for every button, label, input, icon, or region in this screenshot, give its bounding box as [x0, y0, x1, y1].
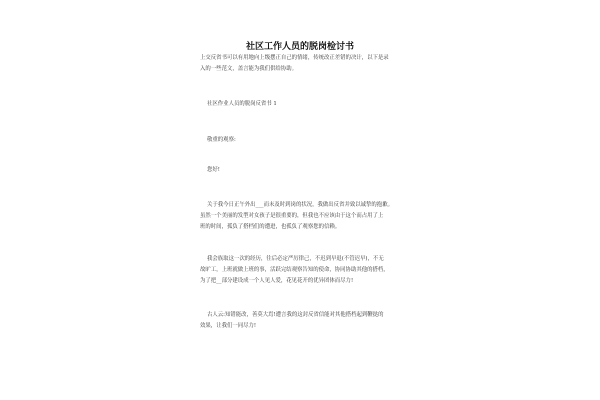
intro-line: 入的一些范文，盖言能为我们供给协助。 — [200, 66, 298, 72]
salutation: 敬重的观察: — [207, 137, 236, 143]
paragraph-line: 故旷工，上班就做上班的事，活跃完结观察告知的使命，协同协助其他的搭档， — [200, 267, 389, 273]
body-paragraph-2 — [200, 254, 403, 287]
subheading: 社区作业人员的脱岗反省书 1 — [207, 101, 277, 107]
document-title: 社区工作人员的脱岗检讨书 — [245, 42, 354, 52]
body-paragraph-3 — [200, 310, 403, 332]
intro-paragraph — [200, 53, 403, 75]
paragraph-line: 为了把__部分建设成一个人见人爱，花见花开的优异团体而尽力! — [200, 278, 354, 284]
paragraph-line: 效果，让我们一同尽力! — [200, 323, 257, 329]
paragraph-line: 我会族取这一次的经历，往后必定严厉律己，不迟到早退(不管迟早)，不无 — [207, 256, 384, 262]
paragraph-line: 班的时间，孤负了搭档们的遭进，也孤负了观察您的信赖。 — [200, 224, 341, 230]
greeting: 您好! — [207, 167, 220, 173]
paragraph-line: 虽然一个美丽的发型对女孩子是很重要的，但我也不应该由于这个而占用了上 — [200, 213, 384, 219]
intro-line: 上交反省书可以有用地向上级摆正自己的情绪，传统改正差错的决计，以下是录 — [200, 55, 389, 61]
paragraph-line: 古人云:知错能改，善莫大焉!遭言我的这封反省信能对其他搭档起到鞭挞的 — [207, 312, 384, 318]
body-paragraph-1 — [200, 200, 403, 233]
paragraph-line: 关于我今日正午外出___而未及时到岗的状况，我做出反省并致以诚挚的抱歉。 — [207, 202, 393, 208]
